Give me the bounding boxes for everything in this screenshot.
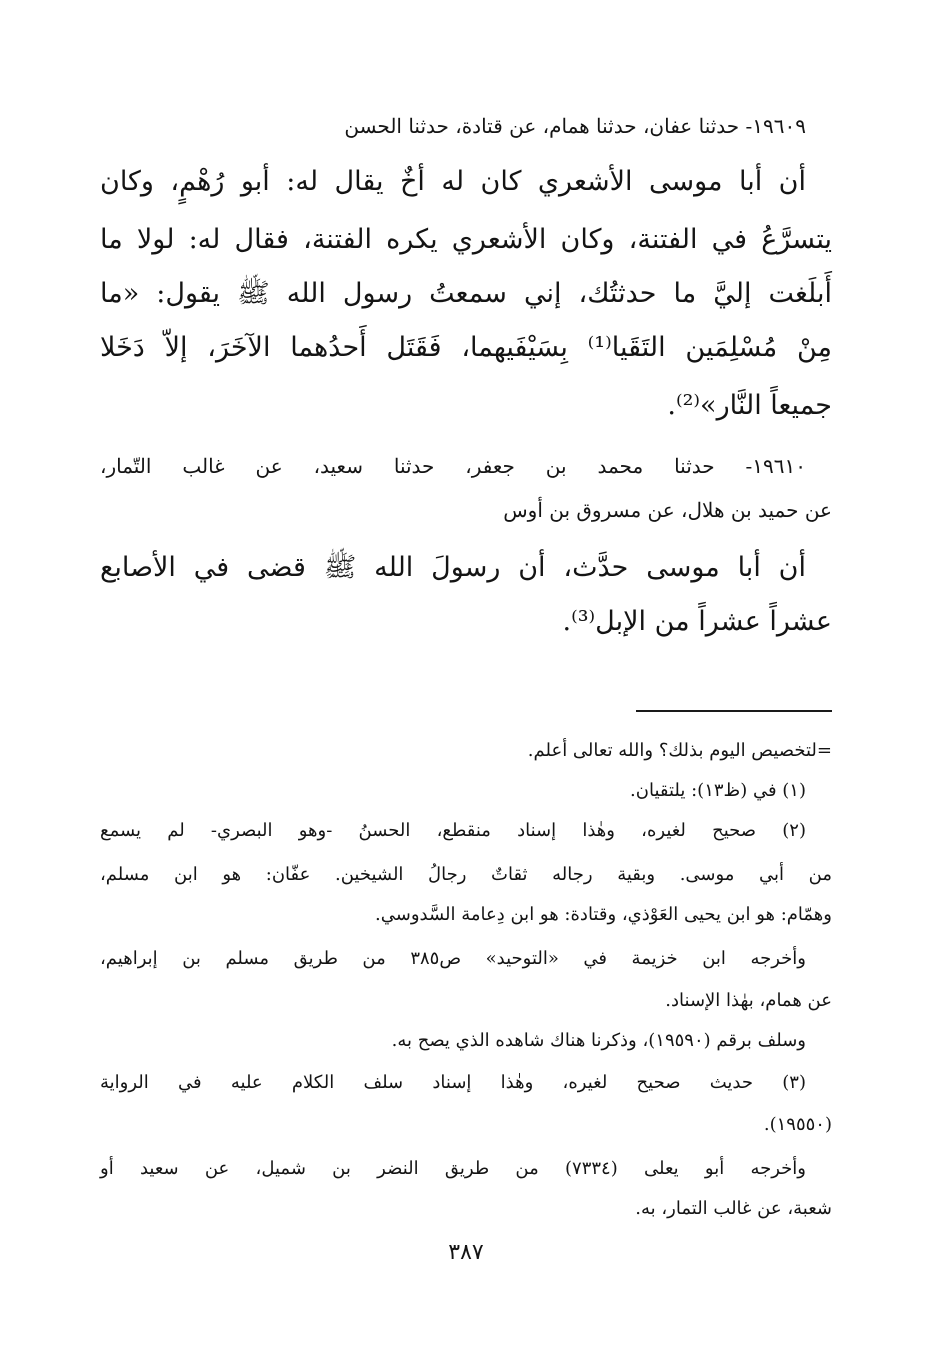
footnote-2-line-2: من أبي موسى. وبقية رجاله ثقاتٌ رجالُ الشيخين. عفّان: هو ابن مسلم، <box>100 864 832 885</box>
footnote-1: (١) في (ظ١٣): يلتقيان. <box>630 780 806 801</box>
footnote-3-line-2: (١٩٥٥٠). <box>763 1114 832 1135</box>
footnote-2-line-5: عن همام، بهٰذا الإسناد. <box>665 990 832 1011</box>
hadith-19610-matn-line-2: عشراً عشراً من الإبل⁽³⁾. <box>562 606 832 637</box>
page-number: ٣٨٧ <box>448 1240 484 1265</box>
footnote-2-line-3: وهمّام: هو ابن يحيى العَوْذي، وقتادة: هو ابن دِعامة السَّدوسي. <box>375 904 832 925</box>
hadith-19609-matn-line-4: مِنْ مُسْلِمَين التَقَيا⁽¹⁾ بِسَيْفَيهما، فَقَتَل أَحدُهما الآخَرَ، إلاّ دَخَلا <box>100 332 832 363</box>
footnote-3-line-1: (٣) حديث صحيح لغيره، وهٰذا إسناد سلف الكلام عليه في الرواية <box>100 1072 806 1093</box>
hadith-19609-matn-line-5: جميعاً النَّار»⁽²⁾. <box>667 390 832 421</box>
footnote-2-line-1: (٢) صحيح لغيره، وهٰذا إسناد منقطع، الحسنُ -وهو البصري- لم يسمع <box>100 820 806 841</box>
footnote-3-line-4: شعبة، عن غالب التمار، به. <box>635 1198 832 1219</box>
hadith-19609-isnad: ١٩٦٠٩- حدثنا عفان، حدثنا همام، عن قتادة، حدثنا الحسن <box>344 114 806 138</box>
hadith-19610-isnad-line-2: عن حميد بن هلال، عن مسروق بن أوس <box>503 498 832 522</box>
hadith-19609-matn-line-1: أن أبا موسى الأشعري كان له أخٌ يقال له: أبو رُهْمٍ، وكان <box>100 166 806 197</box>
hadith-19610-isnad-line-1: ١٩٦١٠- حدثنا محمد بن جعفر، حدثنا سعيد، عن غالب التّمار، <box>100 454 806 478</box>
footnote-3-line-3: وأخرجه أبو يعلى (٧٣٣٤) من طريق النضر بن شميل، عن سعيد أو <box>100 1158 806 1179</box>
hadith-19609-matn-line-2: يتسرَّعُ في الفتنة، وكان الأشعري يكره الفتنة، فقال له: لولا ما <box>100 224 832 255</box>
hadith-19610-matn-line-1: أن أبا موسى حدَّث، أن رسولَ الله ﷺ قضى في الأصابع <box>100 552 806 583</box>
footnote-2-line-4: وأخرجه ابن خزيمة في «التوحيد» ص٣٨٥ من طريق مسلم بن إبراهيم، <box>100 948 806 969</box>
footnote-continuation: =لتخصيص اليوم بذلك؟ والله تعالى أعلم. <box>527 740 832 761</box>
hadith-19609-matn-line-3: أَبلَغت إليَّ ما حدثتُك، إني سمعتُ رسول الله ﷺ يقول: «ما <box>100 278 832 309</box>
footnote-2-line-6: وسلف برقم (١٩٥٩٠)، وذكرنا هناك شاهده الذي يصح به. <box>391 1030 806 1051</box>
footnote-separator <box>636 710 832 712</box>
